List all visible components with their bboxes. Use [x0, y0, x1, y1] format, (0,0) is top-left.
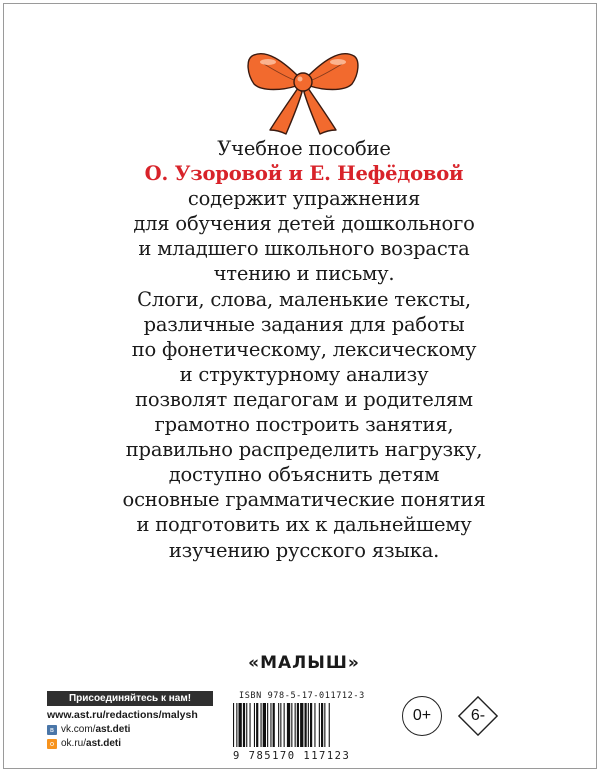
description-line: Слоги, слова, маленькие тексты,: [137, 287, 471, 311]
description-line: позволят педагогам и родителям: [135, 387, 473, 411]
publisher-logo: «МАЛЫШ»: [248, 653, 360, 673]
description-line: чтению и письму.: [213, 262, 395, 286]
age-rating-badge: 0+: [402, 696, 442, 736]
barcode: [229, 703, 379, 747]
description-line: грамотно построить занятия,: [154, 413, 454, 437]
barcode-number: 9 785170 117123: [233, 750, 351, 762]
authors-line: О. Узоровой и Е. Нефёдовой: [144, 162, 464, 186]
description-line: изучению русского языка.: [168, 538, 440, 562]
vk-icon: в: [47, 725, 57, 735]
join-us-banner: Присоединяйтесь к нам!: [47, 691, 213, 706]
description-line: доступно объяснить детям: [168, 463, 440, 487]
social-promo: [47, 691, 217, 749]
website-link[interactable]: www.ast.ru/redactions/malysh: [47, 709, 198, 721]
description-line: основные грамматические понятия: [122, 488, 486, 512]
ok-icon: о: [47, 739, 57, 749]
bow-icon: [244, 42, 362, 137]
vk-prefix: vk.com/: [61, 724, 96, 735]
age-range-label: 6-: [470, 707, 486, 724]
ok-prefix: ok.ru/: [61, 738, 87, 749]
description-line: по фонетическому, лексическому: [131, 337, 477, 361]
description-line: для обучения детей дошкольного: [133, 212, 475, 236]
description-line: правильно распределить нагрузку,: [125, 438, 483, 462]
vk-handle: ast.deti: [95, 724, 131, 735]
description-line: различные задания для работы: [143, 312, 465, 336]
vk-link[interactable]: [47, 724, 217, 735]
isbn-label: ISBN 978-5-17-011712-3: [239, 691, 365, 701]
isbn-block: [229, 691, 385, 762]
description-line: Учебное пособие: [217, 137, 391, 160]
ok-handle: ast.deti: [86, 738, 122, 749]
description-line: содержит упражнения: [187, 187, 421, 211]
description-line: и младшего школьного возраста: [138, 237, 470, 261]
description-line: и структурному анализу: [179, 362, 429, 386]
ok-link[interactable]: [47, 738, 217, 749]
book-back-cover: [3, 3, 597, 769]
description-line: и подготовить их к дальнейшему: [136, 513, 472, 537]
description-text: [64, 136, 544, 563]
age-range-badge: [458, 696, 498, 736]
